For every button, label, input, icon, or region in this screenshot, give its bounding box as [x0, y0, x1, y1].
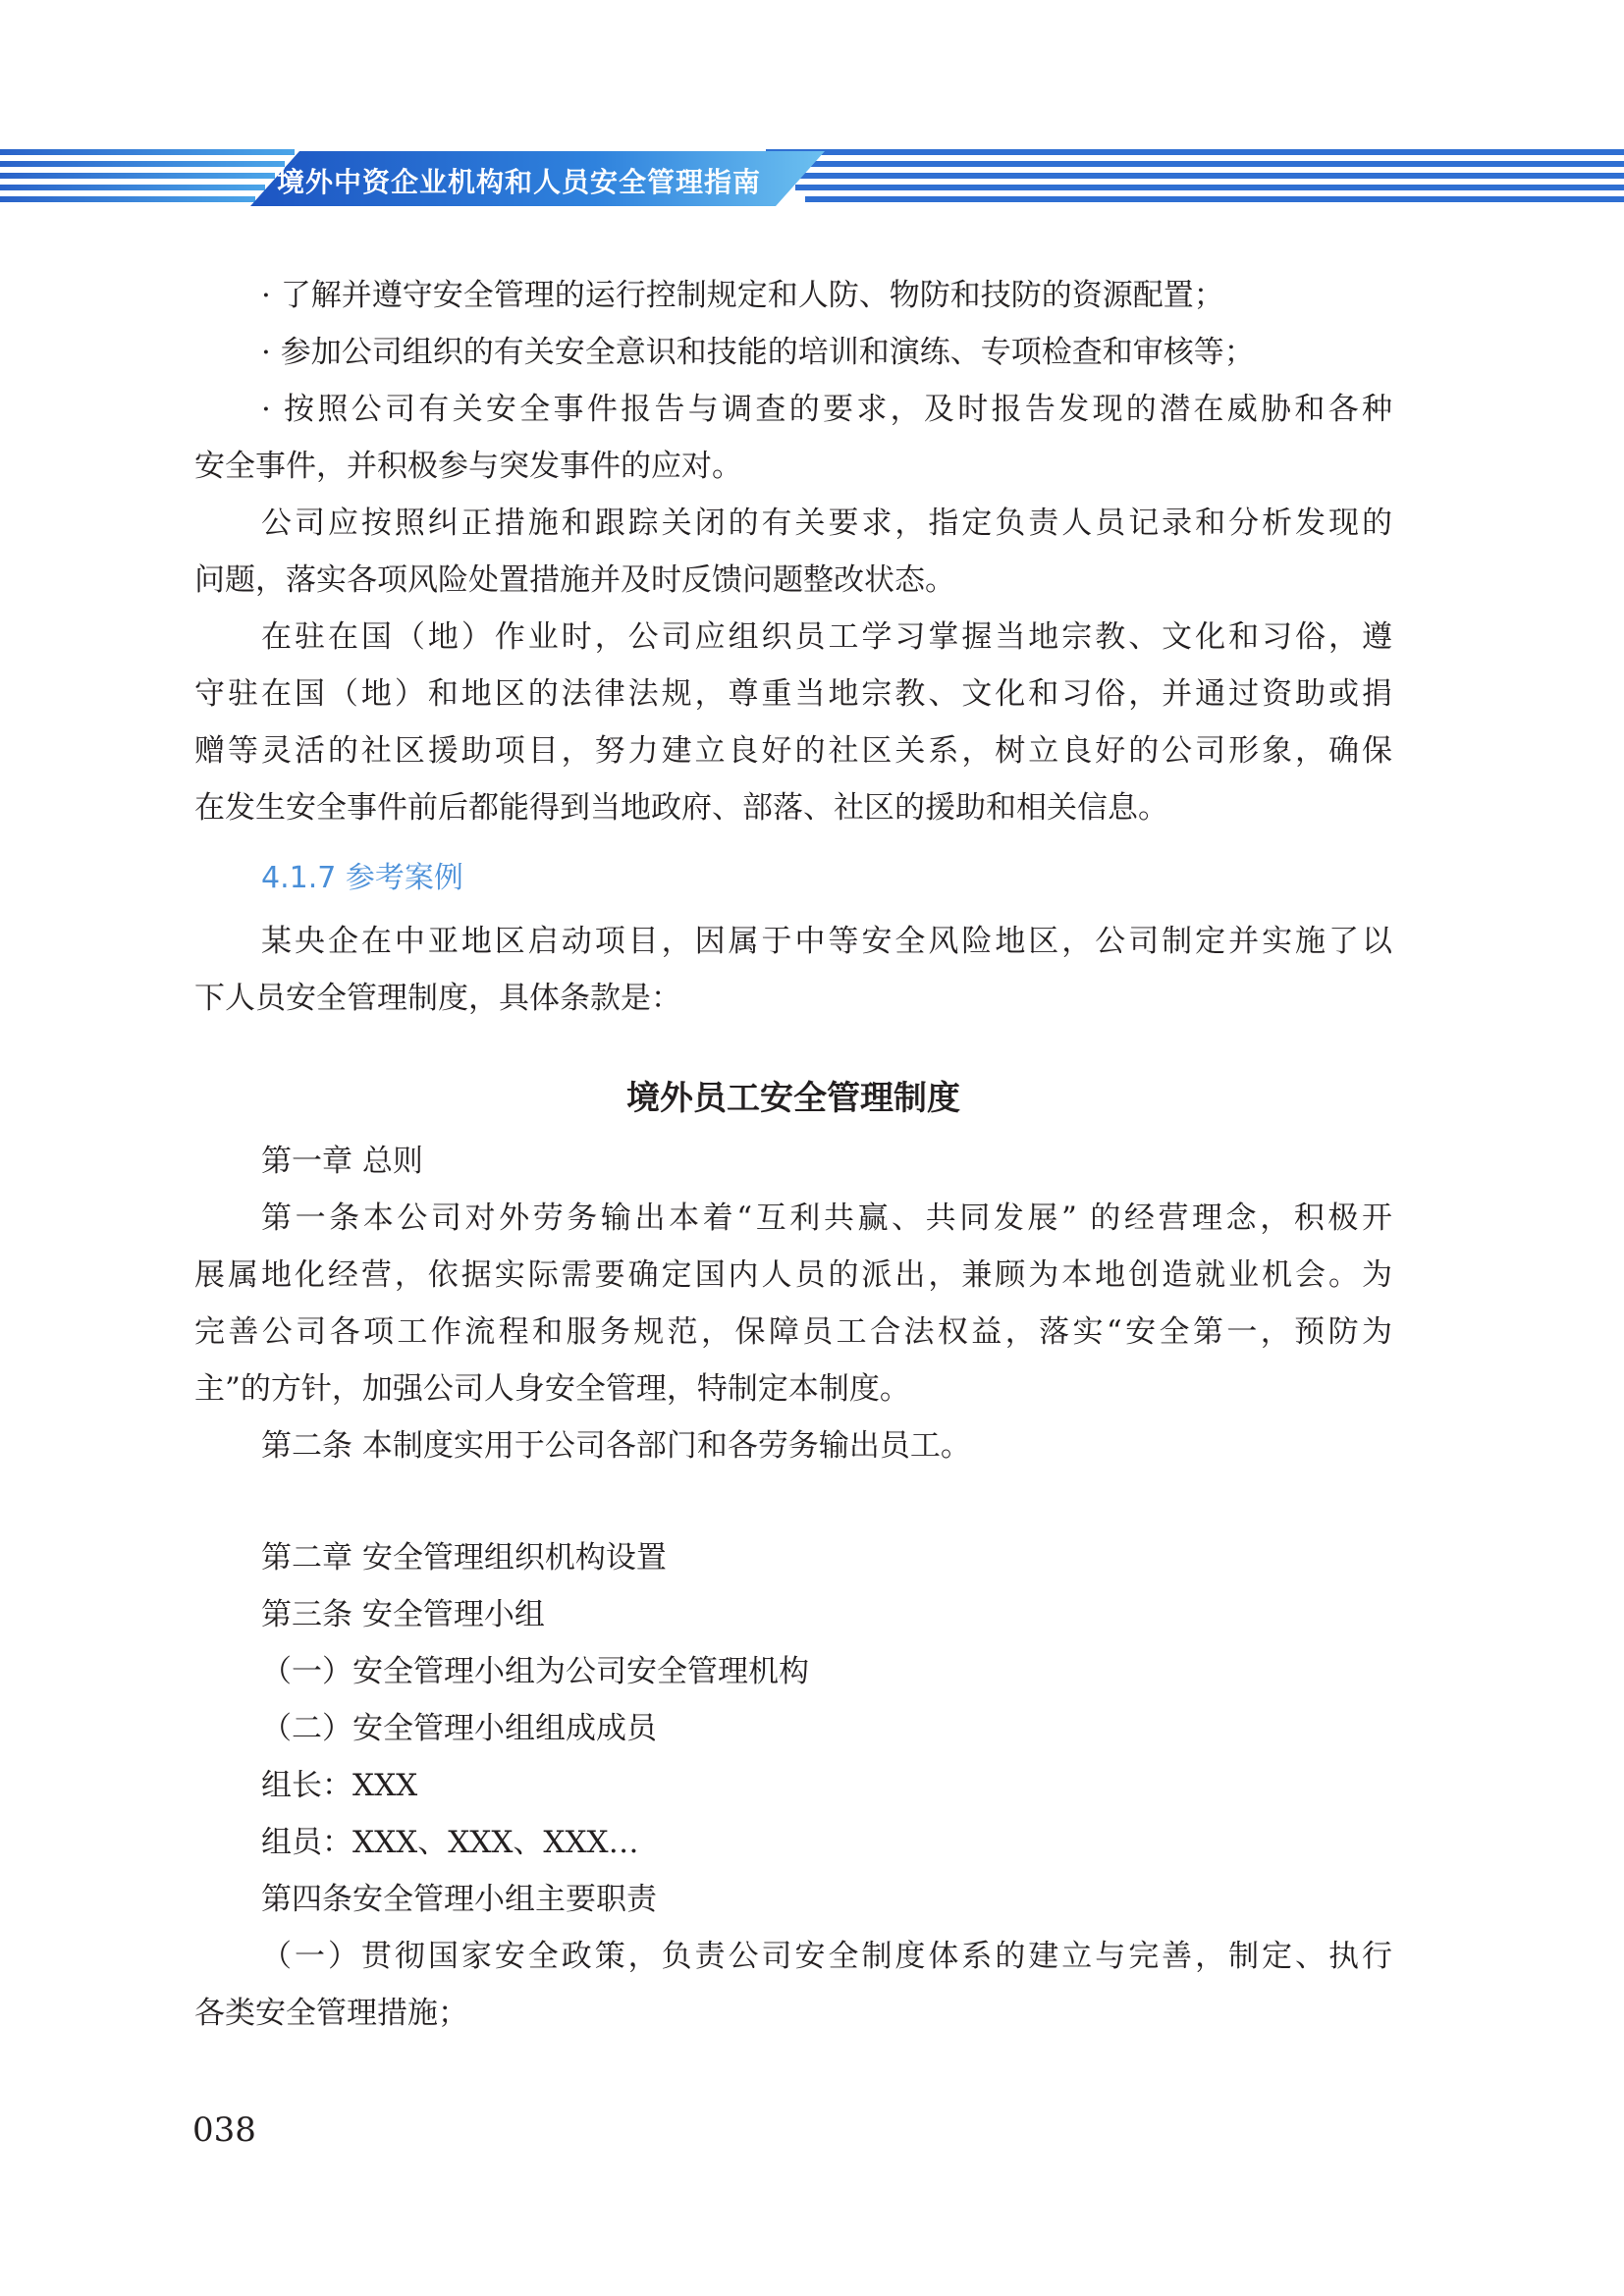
paragraph: 公司应按照纠正措施和跟踪关闭的有关要求，指定负责人员记录和分析发现的 — [261, 506, 1392, 541]
list-item: （一）安全管理小组为公司安全管理机构 — [261, 1654, 809, 1689]
bullet-paragraph: · 按照公司有关安全事件报告与调查的要求，及时报告发现的潜在威胁和各种 — [261, 392, 1392, 427]
list-item-continuation: 各类安全管理措施； — [194, 1996, 468, 2031]
paragraph-continuation: 守驻在国（地）和地区的法律法规，尊重当地宗教、文化和习俗，并通过资助或捐 — [194, 676, 1392, 712]
document-title: 境外员工安全管理制度 — [626, 1079, 960, 1118]
bullet-paragraph: · 参加公司组织的有关安全意识和技能的培训和演练、专项检查和审核等； — [261, 335, 1255, 370]
running-header-title: 境外中资企业机构和人员安全管理指南 — [277, 166, 762, 198]
bullet-paragraph-continuation: 安全事件，并积极参与突发事件的应对。 — [194, 449, 742, 484]
paragraph-continuation: 在发生安全事件前后都能得到当地政府、部落、社区的援助和相关信息。 — [194, 790, 1168, 826]
paragraph-continuation: 问题，落实各项风险处置措施并及时反馈问题整改状态。 — [194, 562, 955, 598]
paragraph: 在驻在国（地）作业时，公司应组织员工学习掌握当地宗教、文化和习俗，遵 — [261, 619, 1392, 655]
chapter-heading: 第一章 总则 — [261, 1144, 423, 1179]
paragraph-continuation: 赠等灵活的社区援助项目，努力建立良好的社区关系，树立良好的公司形象，确保 — [194, 733, 1392, 769]
list-item: 组员：XXX、XXX、XXX… — [261, 1825, 639, 1860]
list-item: 组长：XXX — [261, 1768, 418, 1803]
header-banner — [0, 145, 1624, 212]
bullet-paragraph: · 了解并遵守安全管理的运行控制规定和人防、物防和技防的资源配置； — [261, 278, 1224, 313]
paragraph: 某央企在中亚地区启动项目，因属于中等安全风险地区，公司制定并实施了以 — [261, 924, 1392, 959]
list-item: （一）贯彻国家安全政策，负责公司安全制度体系的建立与完善，制定、执行 — [261, 1939, 1392, 1974]
article-heading: 第四条安全管理小组主要职责 — [261, 1882, 657, 1917]
page-content — [194, 267, 1392, 2042]
article-paragraph-continuation: 完善公司各项工作流程和服务规范，保障员工合法权益，落实“安全第一，预防为 — [194, 1314, 1392, 1350]
spacer — [194, 1474, 1392, 1529]
chapter-heading: 第二章 安全管理组织机构设置 — [261, 1540, 667, 1575]
article-paragraph-continuation: 主”的方针，加强公司人身安全管理，特制定本制度。 — [194, 1371, 910, 1407]
list-item: （二）安全管理小组组成成员 — [261, 1711, 657, 1746]
article-paragraph: 第一条本公司对外劳务输出本着“互利共赢、共同发展” 的经营理念，积极开 — [261, 1201, 1392, 1236]
article-paragraph: 第二条 本制度实用于公司各部门和各劳务输出员工。 — [261, 1428, 971, 1464]
section-heading: 4.1.7 参考案例 — [261, 861, 463, 895]
paragraph-continuation: 下人员安全管理制度，具体条款是： — [194, 981, 681, 1016]
page-number: 038 — [192, 2110, 256, 2150]
article-paragraph-continuation: 展属地化经营，依据实际需要确定国内人员的派出，兼顾为本地创造就业机会。为 — [194, 1257, 1392, 1293]
article-heading: 第三条 安全管理小组 — [261, 1597, 545, 1632]
